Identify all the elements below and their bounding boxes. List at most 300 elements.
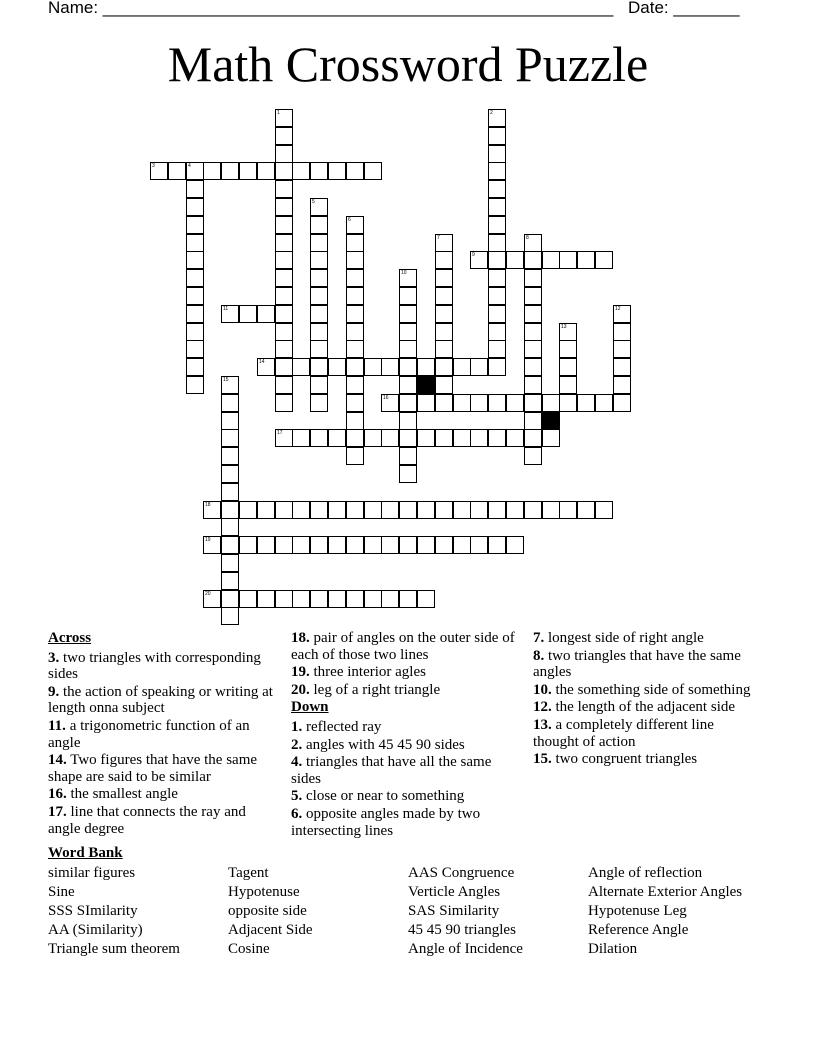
crossword-cell[interactable] <box>488 501 506 519</box>
black-cell <box>542 412 560 430</box>
crossword-cell[interactable] <box>346 216 364 234</box>
crossword-cell[interactable] <box>292 429 310 447</box>
clue-number: 20. <box>291 681 310 698</box>
crossword-cell[interactable] <box>186 198 204 216</box>
crossword-cell[interactable] <box>346 429 364 447</box>
crossword-cell[interactable] <box>524 251 542 269</box>
crossword-cell[interactable] <box>221 518 239 536</box>
crossword-cell[interactable] <box>310 536 328 554</box>
crossword-cell[interactable] <box>257 162 275 180</box>
crossword-cell[interactable] <box>328 536 346 554</box>
clue-text: a completely different line thought of action <box>533 716 714 750</box>
crossword-cell[interactable] <box>488 162 506 180</box>
crossword-cell[interactable] <box>559 340 577 358</box>
clue-number: 6 <box>348 217 351 223</box>
crossword-cell[interactable] <box>435 305 453 323</box>
crossword-cell[interactable] <box>542 251 560 269</box>
clue-item <box>291 630 519 663</box>
crossword-cell[interactable] <box>150 162 168 180</box>
crossword-cell[interactable] <box>470 358 488 376</box>
crossword-cell[interactable] <box>310 216 328 234</box>
crossword-cell[interactable] <box>399 305 417 323</box>
crossword-cell[interactable] <box>257 501 275 519</box>
crossword-cell[interactable] <box>364 536 382 554</box>
clue-list <box>291 719 519 839</box>
clue-item <box>533 630 761 647</box>
crossword-cell[interactable] <box>310 305 328 323</box>
crossword-cell[interactable] <box>399 323 417 341</box>
crossword-cell[interactable] <box>453 394 471 412</box>
crossword-cell[interactable] <box>203 501 221 519</box>
crossword-cell[interactable] <box>488 394 506 412</box>
crossword-cell[interactable] <box>417 358 435 376</box>
crossword-cell[interactable] <box>524 287 542 305</box>
crossword-cell[interactable] <box>275 269 293 287</box>
word-bank-item: Dilation <box>588 941 638 957</box>
crossword-cell[interactable] <box>524 447 542 465</box>
crossword-cell[interactable] <box>186 358 204 376</box>
crossword-cell[interactable] <box>488 145 506 163</box>
crossword-cell[interactable] <box>577 251 595 269</box>
crossword-cell[interactable] <box>399 358 417 376</box>
crossword-cell[interactable] <box>595 501 613 519</box>
crossword-cell[interactable] <box>506 394 524 412</box>
crossword-cell[interactable] <box>453 536 471 554</box>
crossword-cell[interactable] <box>524 412 542 430</box>
crossword-cell[interactable] <box>470 536 488 554</box>
crossword-cell[interactable] <box>221 376 239 394</box>
crossword-cell[interactable] <box>292 590 310 608</box>
crossword-cell[interactable] <box>417 429 435 447</box>
word-bank-item: Hypotenuse <box>228 884 300 900</box>
clue-text: line that connects the ray and angle degree <box>48 803 246 837</box>
crossword-cell[interactable] <box>381 358 399 376</box>
crossword-cell[interactable] <box>364 590 382 608</box>
clue-number: 15. <box>533 751 552 768</box>
crossword-cell[interactable] <box>613 305 631 323</box>
crossword-cell[interactable] <box>488 251 506 269</box>
clue-item <box>533 699 761 716</box>
crossword-cell[interactable] <box>275 323 293 341</box>
crossword-cell[interactable] <box>186 376 204 394</box>
crossword-cell[interactable] <box>524 394 542 412</box>
crossword-cell[interactable] <box>346 251 364 269</box>
clue-item <box>291 788 519 805</box>
crossword-cell[interactable] <box>346 269 364 287</box>
crossword-cell[interactable] <box>524 340 542 358</box>
crossword-cell[interactable] <box>203 590 221 608</box>
clue-number: 7 <box>437 235 440 241</box>
crossword-cell[interactable] <box>346 501 364 519</box>
crossword-cell[interactable] <box>346 394 364 412</box>
crossword-cell[interactable] <box>542 501 560 519</box>
crossword-cell[interactable] <box>417 394 435 412</box>
crossword-cell[interactable] <box>399 536 417 554</box>
crossword-cell[interactable] <box>221 590 239 608</box>
crossword-cell[interactable] <box>275 287 293 305</box>
crossword-cell[interactable] <box>275 590 293 608</box>
down-heading: Down <box>291 699 329 716</box>
crossword-cell[interactable] <box>346 287 364 305</box>
crossword-cell[interactable] <box>524 501 542 519</box>
crossword-cell[interactable] <box>559 323 577 341</box>
crossword-cell[interactable] <box>310 323 328 341</box>
clue-text: close or near to something <box>302 788 465 805</box>
clue-item <box>48 650 276 683</box>
crossword-cell[interactable] <box>275 376 293 394</box>
crossword-cell[interactable] <box>488 180 506 198</box>
crossword-cell[interactable] <box>275 429 293 447</box>
crossword-cell[interactable] <box>221 501 239 519</box>
clue-number: 16. <box>48 786 67 803</box>
crossword-cell[interactable] <box>346 590 364 608</box>
date-field[interactable]: Date: _______ <box>628 0 740 17</box>
crossword-cell[interactable] <box>435 323 453 341</box>
crossword-cell[interactable] <box>381 501 399 519</box>
crossword-cell[interactable] <box>524 305 542 323</box>
crossword-cell[interactable] <box>399 287 417 305</box>
crossword-cell[interactable] <box>328 358 346 376</box>
crossword-cell[interactable] <box>506 501 524 519</box>
clues-column-1 <box>48 630 276 838</box>
crossword-cell[interactable] <box>435 234 453 252</box>
crossword-cell[interactable] <box>506 251 524 269</box>
crossword-cell[interactable] <box>488 323 506 341</box>
crossword-cell[interactable] <box>488 340 506 358</box>
crossword-cell[interactable] <box>399 447 417 465</box>
clue-item <box>48 804 276 837</box>
crossword-cell[interactable] <box>257 358 275 376</box>
word-bank-item: SSS SImilarity <box>48 903 138 919</box>
crossword-cell[interactable] <box>221 536 239 554</box>
crossword-cell[interactable] <box>186 251 204 269</box>
crossword-cell[interactable] <box>613 376 631 394</box>
crossword-cell[interactable] <box>221 394 239 412</box>
crossword-cell[interactable] <box>506 429 524 447</box>
crossword-cell[interactable] <box>399 394 417 412</box>
clue-text: two congruent triangles <box>551 751 698 768</box>
crossword-cell[interactable] <box>310 358 328 376</box>
crossword-cell[interactable] <box>292 162 310 180</box>
crossword-cell[interactable] <box>186 287 204 305</box>
clue-number: 3. <box>48 649 60 666</box>
crossword-cell[interactable] <box>275 358 293 376</box>
clue-number: 19 <box>205 537 211 543</box>
crossword-cell[interactable] <box>435 394 453 412</box>
crossword-cell[interactable] <box>221 162 239 180</box>
crossword-cell[interactable] <box>186 180 204 198</box>
crossword-cell[interactable] <box>488 269 506 287</box>
crossword-cell[interactable] <box>488 109 506 127</box>
crossword-cell[interactable] <box>524 269 542 287</box>
crossword-cell[interactable] <box>239 305 257 323</box>
crossword-cell[interactable] <box>346 358 364 376</box>
crossword-cell[interactable] <box>470 251 488 269</box>
crossword-cell[interactable] <box>488 429 506 447</box>
crossword-cell[interactable] <box>488 234 506 252</box>
crossword-cell[interactable] <box>310 162 328 180</box>
crossword-cell[interactable] <box>221 465 239 483</box>
clue-text: the something side of something <box>551 681 751 698</box>
crossword-cell[interactable] <box>435 376 453 394</box>
clue-text: the action of speaking or writing at length onna subject <box>48 683 273 717</box>
crossword-cell[interactable] <box>399 429 417 447</box>
crossword-cell[interactable] <box>221 412 239 430</box>
crossword-cell[interactable] <box>399 590 417 608</box>
clue-number: 19. <box>291 664 310 681</box>
crossword-cell[interactable] <box>221 483 239 501</box>
word-bank-item: 45 45 90 triangles <box>408 922 516 938</box>
crossword-cell[interactable] <box>310 501 328 519</box>
crossword-cell[interactable] <box>381 536 399 554</box>
crossword-cell[interactable] <box>328 501 346 519</box>
crossword-cell[interactable] <box>559 251 577 269</box>
crossword-cell[interactable] <box>239 590 257 608</box>
crossword-cell[interactable] <box>186 269 204 287</box>
crossword-cell[interactable] <box>470 429 488 447</box>
crossword-cell[interactable] <box>275 127 293 145</box>
clue-text: pair of angles on the outer side of each of those two lines <box>291 630 515 663</box>
clue-number: 18. <box>291 630 310 646</box>
clue-item <box>291 719 519 736</box>
name-field[interactable]: Name: ______________________________________________________ <box>48 0 614 17</box>
clue-number: 1. <box>291 718 303 735</box>
crossword-cell[interactable] <box>542 429 560 447</box>
crossword-cell[interactable] <box>310 340 328 358</box>
word-bank-item: Angle of Incidence <box>408 941 523 957</box>
crossword-cell[interactable] <box>346 162 364 180</box>
crossword-cell[interactable] <box>577 394 595 412</box>
word-bank-item: opposite side <box>228 903 307 919</box>
crossword-cell[interactable] <box>435 536 453 554</box>
crossword-cell[interactable] <box>559 358 577 376</box>
crossword-cell[interactable] <box>275 251 293 269</box>
crossword-cell[interactable] <box>346 234 364 252</box>
crossword-cell[interactable] <box>203 162 221 180</box>
crossword-cell[interactable] <box>364 358 382 376</box>
crossword-cell[interactable] <box>221 447 239 465</box>
crossword-cell[interactable] <box>310 429 328 447</box>
crossword-cell[interactable] <box>381 590 399 608</box>
crossword-cell[interactable] <box>488 198 506 216</box>
crossword-cell[interactable] <box>559 394 577 412</box>
crossword-cell[interactable] <box>275 162 293 180</box>
crossword-cell[interactable] <box>399 501 417 519</box>
crossword-cell[interactable] <box>613 358 631 376</box>
crossword-cell[interactable] <box>435 340 453 358</box>
crossword-cell[interactable] <box>221 572 239 590</box>
clue-text: two triangles with corresponding sides <box>48 649 261 683</box>
clue-text: triangles that have all the same sides <box>291 754 492 787</box>
clue-item <box>533 751 761 768</box>
crossword-cell[interactable] <box>435 501 453 519</box>
clue-number: 10. <box>533 681 552 698</box>
crossword-cell[interactable] <box>275 305 293 323</box>
crossword-cell[interactable] <box>221 429 239 447</box>
crossword-cell[interactable] <box>364 429 382 447</box>
crossword-cell[interactable] <box>275 501 293 519</box>
word-bank <box>48 845 768 964</box>
clue-text: a trigonometric function of an angle <box>48 717 250 751</box>
crossword-cell[interactable] <box>239 536 257 554</box>
crossword-cell[interactable] <box>470 501 488 519</box>
clue-text: angles with 45 45 90 sides <box>302 736 465 753</box>
clue-number: 11 <box>223 306 229 312</box>
crossword-cell[interactable] <box>275 180 293 198</box>
crossword-cell[interactable] <box>524 323 542 341</box>
crossword-cell[interactable] <box>292 501 310 519</box>
crossword-cell[interactable] <box>168 162 186 180</box>
crossword-cell[interactable] <box>257 536 275 554</box>
clue-number: 4 <box>188 163 191 169</box>
crossword-cell[interactable] <box>435 358 453 376</box>
crossword-cell[interactable] <box>559 376 577 394</box>
crossword-cell[interactable] <box>328 429 346 447</box>
clue-number: 13 <box>561 324 567 330</box>
crossword-cell[interactable] <box>186 234 204 252</box>
crossword-cell[interactable] <box>186 162 204 180</box>
crossword-cell[interactable] <box>595 251 613 269</box>
crossword-cell[interactable] <box>275 216 293 234</box>
page-title: Math Crossword Puzzle <box>167 36 649 92</box>
crossword-cell[interactable] <box>275 198 293 216</box>
crossword-cell[interactable] <box>221 305 239 323</box>
crossword-cell[interactable] <box>488 536 506 554</box>
crossword-cell[interactable] <box>310 234 328 252</box>
clue-list <box>48 650 276 838</box>
crossword-cell[interactable] <box>275 145 293 163</box>
crossword-cell[interactable] <box>381 394 399 412</box>
crossword-cell[interactable] <box>275 109 293 127</box>
word-bank-item: similar figures <box>48 865 136 881</box>
clue-item <box>533 648 761 681</box>
clue-number: 7. <box>533 630 545 646</box>
crossword-cell[interactable] <box>346 323 364 341</box>
crossword-cell[interactable] <box>399 412 417 430</box>
crossword-cell[interactable] <box>186 340 204 358</box>
crossword-cell[interactable] <box>364 162 382 180</box>
clue-list <box>533 630 761 768</box>
crossword-cell[interactable] <box>435 429 453 447</box>
crossword-cell[interactable] <box>435 251 453 269</box>
crossword-cell[interactable] <box>595 394 613 412</box>
crossword-cell[interactable] <box>310 376 328 394</box>
clue-text: leg of a right triangle <box>309 681 441 698</box>
crossword-cell[interactable] <box>524 234 542 252</box>
crossword-cell[interactable] <box>417 590 435 608</box>
crossword-cell[interactable] <box>186 323 204 341</box>
crossword-cell[interactable] <box>310 198 328 216</box>
crossword-cell[interactable] <box>203 536 221 554</box>
crossword-cell[interactable] <box>346 376 364 394</box>
crossword-cell[interactable] <box>186 305 204 323</box>
crossword-cell[interactable] <box>328 590 346 608</box>
crossword-cell[interactable] <box>310 394 328 412</box>
crossword-cell[interactable] <box>613 340 631 358</box>
crossword-cell[interactable] <box>524 376 542 394</box>
crossword-cell[interactable] <box>239 162 257 180</box>
crossword-cell[interactable] <box>613 323 631 341</box>
clue-number: 12 <box>615 306 621 312</box>
across-heading: Across <box>48 630 92 646</box>
crossword-cell[interactable] <box>186 216 204 234</box>
crossword-cell[interactable] <box>453 501 471 519</box>
crossword-cell[interactable] <box>488 216 506 234</box>
clue-item <box>291 664 519 681</box>
crossword-cell[interactable] <box>221 607 239 625</box>
crossword-cell[interactable] <box>310 251 328 269</box>
clue-number: 17 <box>277 430 283 436</box>
word-bank-item: SAS Similarity <box>408 903 500 919</box>
crossword-cell[interactable] <box>275 234 293 252</box>
crossword-cell[interactable] <box>346 536 364 554</box>
crossword-cell[interactable] <box>453 429 471 447</box>
crossword-cell[interactable] <box>239 501 257 519</box>
crossword-cell[interactable] <box>488 287 506 305</box>
crossword-cell[interactable] <box>399 376 417 394</box>
crossword-cell[interactable] <box>221 554 239 572</box>
crossword-cell[interactable] <box>346 412 364 430</box>
crossword-cell[interactable] <box>364 501 382 519</box>
crossword-cell[interactable] <box>399 465 417 483</box>
clue-number: 13. <box>533 716 552 733</box>
black-cell <box>417 376 435 394</box>
crossword-cell[interactable] <box>292 536 310 554</box>
clue-number: 2. <box>291 736 303 753</box>
crossword-cell[interactable] <box>559 501 577 519</box>
crossword-cell[interactable] <box>346 447 364 465</box>
crossword-cell[interactable] <box>524 358 542 376</box>
crossword-cell[interactable] <box>488 127 506 145</box>
crossword-cell[interactable] <box>488 358 506 376</box>
crossword-cell[interactable] <box>417 536 435 554</box>
crossword-cell[interactable] <box>275 340 293 358</box>
crossword-cell[interactable] <box>577 501 595 519</box>
crossword-cell[interactable] <box>488 305 506 323</box>
crossword-cell[interactable] <box>328 162 346 180</box>
clues-column-2 <box>291 630 519 840</box>
crossword-cell[interactable] <box>399 269 417 287</box>
crossword-cell[interactable] <box>275 536 293 554</box>
crossword-cell[interactable] <box>524 429 542 447</box>
word-bank-item: AA (Similarity) <box>48 922 143 938</box>
crossword-cell[interactable] <box>506 536 524 554</box>
word-bank-column <box>408 864 588 959</box>
crossword-cell[interactable] <box>346 340 364 358</box>
crossword-cell[interactable] <box>310 590 328 608</box>
crossword-cell[interactable] <box>399 340 417 358</box>
crossword-cell[interactable] <box>435 287 453 305</box>
crossword-cell[interactable] <box>346 305 364 323</box>
crossword-cell[interactable] <box>435 269 453 287</box>
crossword-cell[interactable] <box>292 358 310 376</box>
crossword-cell[interactable] <box>453 358 471 376</box>
crossword-cell[interactable] <box>310 287 328 305</box>
crossword-cell[interactable] <box>381 429 399 447</box>
crossword-cell[interactable] <box>542 394 560 412</box>
crossword-cell[interactable] <box>310 269 328 287</box>
clue-item <box>48 752 276 785</box>
crossword-cell[interactable] <box>613 394 631 412</box>
clue-number: 17. <box>48 803 67 820</box>
crossword-cell[interactable] <box>470 394 488 412</box>
crossword-cell[interactable] <box>257 305 275 323</box>
crossword-cell[interactable] <box>275 394 293 412</box>
clue-number: 16 <box>383 395 389 401</box>
crossword-cell[interactable] <box>257 590 275 608</box>
word-bank-column <box>48 864 228 959</box>
crossword-cell[interactable] <box>417 501 435 519</box>
